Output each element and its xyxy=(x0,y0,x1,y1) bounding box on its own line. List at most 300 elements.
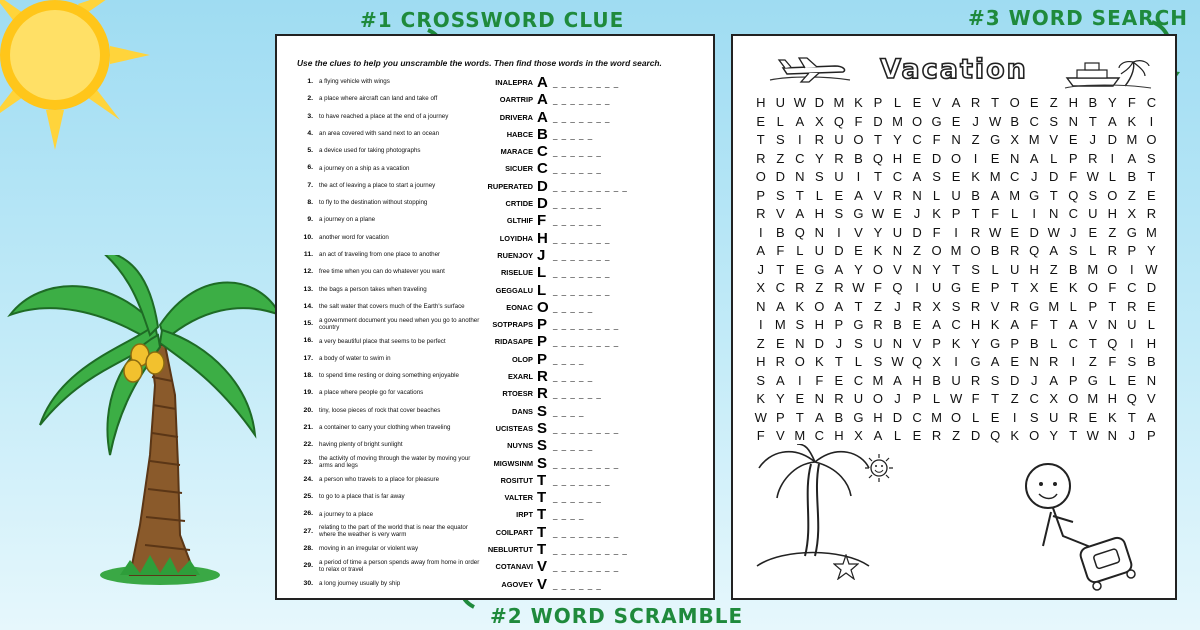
grid-letter[interactable]: R xyxy=(1009,243,1020,258)
answer-blanks[interactable]: _ _ _ _ _ _ _ xyxy=(553,269,611,279)
grid-letter[interactable]: J xyxy=(757,261,765,277)
grid-letter[interactable]: P xyxy=(912,391,922,406)
grid-letter[interactable]: D xyxy=(970,428,981,443)
grid-letter[interactable]: L xyxy=(1147,317,1155,332)
grid-letter[interactable]: E xyxy=(912,317,922,332)
grid-letter[interactable]: S xyxy=(932,169,941,184)
grid-letter[interactable]: F xyxy=(932,224,941,240)
grid-letter[interactable]: P xyxy=(1010,335,1019,351)
grid-letter[interactable]: E xyxy=(834,372,844,388)
grid-letter[interactable]: E xyxy=(1147,187,1156,203)
answer-blanks[interactable]: _ _ _ _ _ _ _ _ xyxy=(553,338,620,348)
grid-letter[interactable]: L xyxy=(1050,335,1058,351)
grid-letter[interactable]: I xyxy=(1032,206,1037,221)
grid-letter[interactable]: M xyxy=(1087,391,1099,406)
grid-letter[interactable]: R xyxy=(795,280,805,295)
grid-letter[interactable]: S xyxy=(1049,113,1059,129)
answer-blanks[interactable]: _ _ _ _ _ _ xyxy=(553,580,602,590)
grid-letter[interactable]: O xyxy=(1146,132,1157,147)
grid-letter[interactable]: F xyxy=(1108,280,1117,295)
grid-letter[interactable]: M xyxy=(1009,187,1021,203)
grid-letter[interactable]: T xyxy=(834,354,843,369)
grid-letter[interactable]: G xyxy=(853,409,864,425)
grid-letter[interactable]: I xyxy=(973,150,978,166)
grid-letter[interactable]: A xyxy=(795,113,805,129)
grid-letter[interactable]: E xyxy=(951,113,961,129)
grid-letter[interactable]: G xyxy=(1029,298,1040,314)
grid-letter[interactable]: E xyxy=(990,150,1000,166)
grid-letter[interactable]: O xyxy=(755,169,766,184)
grid-letter[interactable]: I xyxy=(856,169,861,184)
grid-letter[interactable]: U xyxy=(951,187,961,203)
grid-letter[interactable]: L xyxy=(1108,372,1116,388)
grid-letter[interactable]: G xyxy=(931,113,942,129)
grid-letter[interactable]: Z xyxy=(1049,95,1058,110)
grid-letter[interactable]: A xyxy=(1068,317,1078,332)
grid-letter[interactable]: S xyxy=(990,372,1000,388)
grid-letter[interactable]: J xyxy=(894,391,901,406)
grid-letter[interactable]: I xyxy=(954,224,958,240)
grid-letter[interactable]: E xyxy=(912,150,922,166)
grid-letter[interactable]: D xyxy=(1029,224,1039,240)
answer-blanks[interactable]: _ _ _ _ _ _ xyxy=(553,390,602,400)
grid-letter[interactable]: E xyxy=(1147,298,1156,314)
grid-letter[interactable]: N xyxy=(1068,113,1078,129)
grid-letter[interactable]: F xyxy=(991,206,1000,221)
grid-letter[interactable]: S xyxy=(795,317,805,332)
grid-letter[interactable]: N xyxy=(795,335,805,351)
answer-blanks[interactable]: _ _ _ _ _ _ _ xyxy=(553,476,611,486)
grid-letter[interactable]: S xyxy=(1147,150,1156,166)
grid-letter[interactable]: Y xyxy=(893,132,902,147)
grid-letter[interactable]: E xyxy=(1010,354,1019,369)
grid-letter[interactable]: L xyxy=(893,95,902,110)
grid-letter[interactable]: O xyxy=(1029,428,1040,443)
grid-letter[interactable]: V xyxy=(1147,391,1156,406)
grid-letter[interactable]: B xyxy=(1127,169,1137,184)
grid-letter[interactable]: S xyxy=(815,169,824,184)
grid-letter[interactable]: J xyxy=(1070,224,1077,240)
grid-letter[interactable]: H xyxy=(912,372,922,388)
grid-letter[interactable]: F xyxy=(1069,169,1078,184)
grid-letter[interactable]: V xyxy=(893,261,902,277)
grid-letter[interactable]: A xyxy=(775,372,785,388)
grid-letter[interactable]: S xyxy=(775,187,785,203)
grid-letter[interactable]: J xyxy=(835,335,843,351)
grid-letter[interactable]: D xyxy=(775,169,785,184)
grid-letter[interactable]: O xyxy=(951,150,962,166)
grid-letter[interactable]: E xyxy=(1127,372,1137,388)
grid-letter[interactable]: R xyxy=(834,150,844,166)
grid-letter[interactable]: R xyxy=(1068,409,1078,425)
grid-letter[interactable]: R xyxy=(1146,206,1157,221)
grid-letter[interactable]: U xyxy=(931,280,942,295)
grid-letter[interactable]: L xyxy=(1011,206,1019,221)
grid-letter[interactable]: R xyxy=(970,298,981,314)
grid-letter[interactable]: U xyxy=(1127,317,1137,332)
grid-letter[interactable]: A xyxy=(1127,150,1137,166)
grid-letter[interactable]: L xyxy=(991,261,999,277)
grid-letter[interactable]: F xyxy=(932,132,941,147)
grid-letter[interactable]: L xyxy=(1108,169,1116,184)
answer-blanks[interactable]: _ _ _ _ _ xyxy=(553,442,594,452)
grid-letter[interactable]: K xyxy=(1127,113,1137,129)
grid-letter[interactable]: D xyxy=(873,113,883,129)
grid-letter[interactable]: D xyxy=(814,95,825,110)
grid-letter[interactable]: F xyxy=(971,391,980,406)
answer-blanks[interactable]: _ _ _ _ _ _ _ _ xyxy=(553,459,620,469)
grid-letter[interactable]: I xyxy=(837,224,841,240)
grid-letter[interactable]: W xyxy=(1145,261,1158,277)
grid-letter[interactable]: K xyxy=(1010,428,1019,443)
grid-letter[interactable]: U xyxy=(1009,261,1020,277)
grid-letter[interactable]: U xyxy=(853,391,864,406)
grid-letter[interactable]: S xyxy=(971,261,980,277)
grid-letter[interactable]: N xyxy=(1146,372,1157,388)
grid-letter[interactable]: P xyxy=(1068,150,1078,166)
grid-letter[interactable]: A xyxy=(1107,113,1117,129)
grid-letter[interactable]: T xyxy=(952,261,961,277)
grid-letter[interactable]: G xyxy=(951,280,962,295)
grid-letter[interactable]: R xyxy=(834,391,844,406)
grid-letter[interactable]: Z xyxy=(952,428,961,443)
grid-letter[interactable]: H xyxy=(814,317,825,332)
grid-letter[interactable]: V xyxy=(990,298,1000,314)
grid-letter[interactable]: F xyxy=(776,243,785,258)
grid-letter[interactable]: O xyxy=(872,261,884,277)
grid-letter[interactable]: Q xyxy=(1029,243,1040,258)
grid-letter[interactable]: T xyxy=(1088,113,1097,129)
grid-letter[interactable]: L xyxy=(776,113,784,129)
grid-letter[interactable]: I xyxy=(1110,150,1115,166)
answer-blanks[interactable]: _ _ _ _ _ _ xyxy=(553,148,602,158)
grid-letter[interactable]: A xyxy=(912,169,922,184)
grid-letter[interactable]: R xyxy=(756,206,766,221)
grid-letter[interactable]: L xyxy=(932,391,941,406)
grid-letter[interactable]: F xyxy=(756,428,765,443)
grid-letter[interactable]: T xyxy=(971,206,980,221)
grid-letter[interactable]: T xyxy=(1010,280,1019,295)
grid-letter[interactable]: R xyxy=(775,354,785,369)
grid-letter[interactable]: P xyxy=(951,206,961,221)
grid-letter[interactable]: B xyxy=(1088,95,1098,110)
grid-letter[interactable]: U xyxy=(873,335,883,351)
grid-letter[interactable]: A xyxy=(932,317,941,332)
grid-letter[interactable]: B xyxy=(1147,354,1156,369)
grid-letter[interactable]: J xyxy=(894,298,901,314)
grid-letter[interactable]: G xyxy=(1087,372,1098,388)
grid-letter[interactable]: W xyxy=(891,354,904,369)
grid-letter[interactable]: X xyxy=(1127,206,1137,221)
grid-letter[interactable]: O xyxy=(853,132,864,147)
grid-letter[interactable]: V xyxy=(1049,132,1059,147)
grid-letter[interactable]: X xyxy=(932,298,941,314)
grid-letter[interactable]: P xyxy=(1088,298,1098,314)
grid-letter[interactable]: C xyxy=(1029,113,1039,129)
grid-letter[interactable]: L xyxy=(1050,150,1058,166)
grid-letter[interactable]: H xyxy=(756,95,766,110)
grid-letter[interactable]: T xyxy=(873,169,882,184)
grid-letter[interactable]: Q xyxy=(872,150,884,166)
grid-letter[interactable]: T xyxy=(1088,335,1097,351)
grid-letter[interactable]: O xyxy=(1087,280,1098,295)
grid-letter[interactable]: A xyxy=(834,261,844,277)
grid-letter[interactable]: Z xyxy=(913,243,921,258)
answer-blanks[interactable]: _ _ _ _ _ _ xyxy=(553,494,602,504)
grid-letter[interactable]: H xyxy=(814,206,825,221)
answer-blanks[interactable]: _ _ _ _ _ _ _ xyxy=(553,251,611,261)
grid-letter[interactable]: L xyxy=(1069,298,1077,314)
grid-letter[interactable]: E xyxy=(912,428,922,443)
grid-letter[interactable]: K xyxy=(971,169,980,184)
grid-letter[interactable]: P xyxy=(990,280,1000,295)
grid-letter[interactable]: B xyxy=(932,372,941,388)
grid-letter[interactable]: W xyxy=(852,280,865,295)
grid-letter[interactable]: H xyxy=(1068,95,1078,110)
grid-letter[interactable]: M xyxy=(774,317,786,332)
grid-letter[interactable]: A xyxy=(854,187,863,203)
grid-letter[interactable]: N xyxy=(756,298,766,314)
answer-blanks[interactable]: _ _ _ _ _ _ _ _ xyxy=(553,424,620,434)
grid-letter[interactable]: C xyxy=(892,169,903,184)
grid-letter[interactable]: V xyxy=(912,335,922,351)
grid-letter[interactable]: Y xyxy=(932,261,941,277)
grid-letter[interactable]: I xyxy=(758,224,763,240)
grid-letter[interactable]: E xyxy=(1010,224,1019,240)
grid-letter[interactable]: D xyxy=(1049,169,1059,184)
grid-letter[interactable]: E xyxy=(1088,224,1098,240)
grid-letter[interactable]: J xyxy=(1128,428,1136,443)
grid-letter[interactable]: Q xyxy=(1126,391,1137,406)
grid-letter[interactable]: M xyxy=(950,243,962,258)
grid-letter[interactable]: I xyxy=(798,132,802,147)
grid-letter[interactable]: Q xyxy=(892,280,903,295)
grid-letter[interactable]: S xyxy=(1068,243,1078,258)
grid-letter[interactable]: U xyxy=(1049,409,1059,425)
grid-letter[interactable]: S xyxy=(873,354,883,369)
grid-letter[interactable]: M xyxy=(989,169,1001,184)
grid-letter[interactable]: O xyxy=(931,243,942,258)
grid-letter[interactable]: H xyxy=(834,428,844,443)
grid-letter[interactable]: W xyxy=(754,409,767,425)
grid-letter[interactable]: Z xyxy=(873,298,882,314)
grid-letter[interactable]: A xyxy=(815,409,824,425)
grid-letter[interactable]: H xyxy=(1107,391,1118,406)
grid-letter[interactable]: M xyxy=(833,95,845,110)
grid-letter[interactable]: W xyxy=(989,113,1002,129)
grid-letter[interactable]: A xyxy=(1049,243,1059,258)
grid-letter[interactable]: U xyxy=(775,95,785,110)
grid-letter[interactable]: S xyxy=(775,132,785,147)
grid-letter[interactable]: P xyxy=(873,95,883,110)
grid-letter[interactable]: R xyxy=(1049,354,1059,369)
grid-letter[interactable]: A xyxy=(951,95,961,110)
grid-letter[interactable]: T xyxy=(873,132,882,147)
grid-letter[interactable]: K xyxy=(815,354,824,369)
grid-letter[interactable]: B xyxy=(893,317,902,332)
grid-letter[interactable]: E xyxy=(1088,409,1098,425)
grid-letter[interactable]: A xyxy=(1029,150,1039,166)
grid-letter[interactable]: Z xyxy=(1010,391,1019,406)
answer-blanks[interactable]: _ _ _ _ _ _ _ _ _ xyxy=(553,546,628,556)
grid-letter[interactable]: G xyxy=(814,261,825,277)
grid-letter[interactable]: K xyxy=(795,298,805,314)
grid-letter[interactable]: N xyxy=(1029,354,1039,369)
grid-letter[interactable]: Z xyxy=(756,335,765,351)
grid-letter[interactable]: Y xyxy=(815,150,824,166)
grid-letter[interactable]: P xyxy=(834,317,844,332)
grid-letter[interactable]: C xyxy=(1009,169,1020,184)
grid-letter[interactable]: H xyxy=(970,317,981,332)
grid-letter[interactable]: N xyxy=(1107,428,1118,443)
grid-letter[interactable]: C xyxy=(912,132,922,147)
grid-letter[interactable]: M xyxy=(892,113,903,129)
grid-letter[interactable]: B xyxy=(854,150,863,166)
grid-letter[interactable]: X xyxy=(932,354,941,369)
grid-letter[interactable]: D xyxy=(814,335,825,351)
grid-letter[interactable]: Z xyxy=(1049,261,1058,277)
grid-letter[interactable]: L xyxy=(815,187,823,203)
grid-letter[interactable]: J xyxy=(1089,132,1097,147)
grid-letter[interactable]: T xyxy=(776,261,785,277)
grid-letter[interactable]: Q xyxy=(794,224,805,240)
grid-letter[interactable]: R xyxy=(834,280,844,295)
grid-letter[interactable]: V xyxy=(775,206,785,221)
grid-letter[interactable]: V xyxy=(873,187,883,203)
grid-letter[interactable]: W xyxy=(793,95,806,110)
grid-letter[interactable]: T xyxy=(991,95,1000,110)
grid-letter[interactable]: K xyxy=(756,391,766,406)
grid-letter[interactable]: M xyxy=(1126,132,1138,147)
grid-letter[interactable]: B xyxy=(775,224,785,240)
grid-letter[interactable]: T xyxy=(1049,317,1058,332)
grid-letter[interactable]: Y xyxy=(873,224,883,240)
grid-letter[interactable]: X xyxy=(756,280,766,295)
grid-letter[interactable]: R xyxy=(1127,298,1137,314)
grid-letter[interactable]: K xyxy=(932,206,941,221)
answer-blanks[interactable]: _ _ _ _ _ xyxy=(553,373,594,383)
answer-blanks[interactable]: _ _ _ _ _ _ _ _ xyxy=(553,528,620,538)
grid-letter[interactable]: S xyxy=(1088,187,1098,203)
grid-letter[interactable]: C xyxy=(912,409,922,425)
grid-letter[interactable]: Q xyxy=(990,428,1001,443)
grid-letter[interactable]: T xyxy=(795,409,804,425)
answer-blanks[interactable]: _ _ _ _ xyxy=(553,355,585,365)
grid-letter[interactable]: T xyxy=(1147,169,1156,184)
grid-letter[interactable]: B xyxy=(1010,113,1019,129)
grid-letter[interactable]: A xyxy=(1147,409,1156,425)
grid-letter[interactable]: L xyxy=(971,409,980,425)
grid-letter[interactable]: K xyxy=(1068,280,1078,295)
grid-letter[interactable]: R xyxy=(892,187,903,203)
grid-letter[interactable]: H xyxy=(756,354,766,369)
grid-letter[interactable]: R xyxy=(970,224,981,240)
grid-letter[interactable]: R xyxy=(756,150,766,166)
grid-letter[interactable]: W xyxy=(1047,224,1060,240)
grid-letter[interactable]: O xyxy=(1107,261,1118,277)
grid-letter[interactable]: L xyxy=(932,187,941,203)
grid-letter[interactable]: A xyxy=(873,428,883,443)
grid-letter[interactable]: T xyxy=(795,187,804,203)
answer-blanks[interactable]: _ _ _ _ _ _ _ _ xyxy=(553,563,620,573)
answer-blanks[interactable]: _ _ _ _ _ _ _ _ xyxy=(553,321,620,331)
grid-letter[interactable]: Z xyxy=(1108,224,1117,240)
grid-letter[interactable]: I xyxy=(798,372,802,388)
grid-letter[interactable]: E xyxy=(854,243,863,258)
grid-letter[interactable]: G xyxy=(970,354,981,369)
grid-letter[interactable]: T xyxy=(1069,428,1078,443)
grid-letter[interactable]: I xyxy=(1071,354,1076,369)
grid-letter[interactable]: O xyxy=(872,391,884,406)
grid-letter[interactable]: E xyxy=(990,409,1000,425)
grid-letter[interactable]: R xyxy=(1009,298,1020,314)
grid-letter[interactable]: B xyxy=(971,187,980,203)
grid-letter[interactable]: E xyxy=(795,261,805,277)
grid-letter[interactable]: E xyxy=(775,335,785,351)
grid-letter[interactable]: E xyxy=(795,391,805,406)
grid-letter[interactable]: U xyxy=(892,224,903,240)
grid-letter[interactable]: X xyxy=(854,428,863,443)
grid-letter[interactable]: S xyxy=(854,335,863,351)
grid-letter[interactable]: E xyxy=(756,113,766,129)
grid-letter[interactable]: B xyxy=(1068,261,1078,277)
grid-letter[interactable]: H xyxy=(1029,261,1039,277)
grid-letter[interactable]: D xyxy=(1107,132,1118,147)
grid-letter[interactable]: T xyxy=(756,132,765,147)
answer-blanks[interactable]: _ _ _ _ xyxy=(553,407,585,417)
grid-letter[interactable]: E xyxy=(1068,132,1078,147)
grid-letter[interactable]: A xyxy=(990,187,1000,203)
grid-letter[interactable]: D xyxy=(834,243,844,258)
grid-letter[interactable]: D xyxy=(1009,372,1020,388)
grid-letter[interactable]: N xyxy=(912,261,922,277)
grid-letter[interactable]: W xyxy=(949,391,963,406)
grid-letter[interactable]: O xyxy=(911,113,923,129)
grid-letter[interactable]: F xyxy=(1108,354,1117,369)
grid-letter[interactable]: T xyxy=(1127,409,1136,425)
grid-letter[interactable]: O xyxy=(794,354,805,369)
grid-letter[interactable]: S xyxy=(951,298,961,314)
grid-letter[interactable]: J xyxy=(913,206,921,221)
grid-letter[interactable]: M xyxy=(1145,224,1157,240)
grid-letter[interactable]: N xyxy=(892,335,903,351)
grid-letter[interactable]: A xyxy=(795,206,805,221)
grid-letter[interactable]: G xyxy=(853,206,864,221)
grid-letter[interactable]: I xyxy=(915,280,919,295)
grid-letter[interactable]: M xyxy=(872,372,884,388)
grid-letter[interactable]: O xyxy=(951,409,962,425)
grid-letter[interactable]: V xyxy=(1088,317,1098,332)
grid-letter[interactable]: X xyxy=(1049,391,1059,406)
grid-letter[interactable]: A xyxy=(834,298,844,314)
grid-letter[interactable]: C xyxy=(795,150,805,166)
grid-letter[interactable]: K xyxy=(951,335,961,351)
grid-letter[interactable]: I xyxy=(1130,261,1134,277)
grid-letter[interactable]: V xyxy=(854,224,863,240)
grid-letter[interactable]: O xyxy=(814,298,825,314)
grid-letter[interactable]: E xyxy=(1029,95,1039,110)
answer-blanks[interactable]: _ _ _ _ _ _ _ _ _ xyxy=(553,182,628,192)
grid-letter[interactable]: Y xyxy=(854,261,863,277)
grid-letter[interactable]: N xyxy=(814,391,825,406)
grid-letter[interactable]: N xyxy=(795,169,805,184)
grid-letter[interactable]: R xyxy=(814,132,825,147)
grid-letter[interactable]: N xyxy=(1009,150,1020,166)
grid-letter[interactable]: P xyxy=(1068,372,1078,388)
grid-letter[interactable]: Z xyxy=(1127,187,1136,203)
answer-blanks[interactable]: _ _ _ _ _ _ _ xyxy=(553,113,611,123)
grid-letter[interactable]: R xyxy=(912,298,922,314)
